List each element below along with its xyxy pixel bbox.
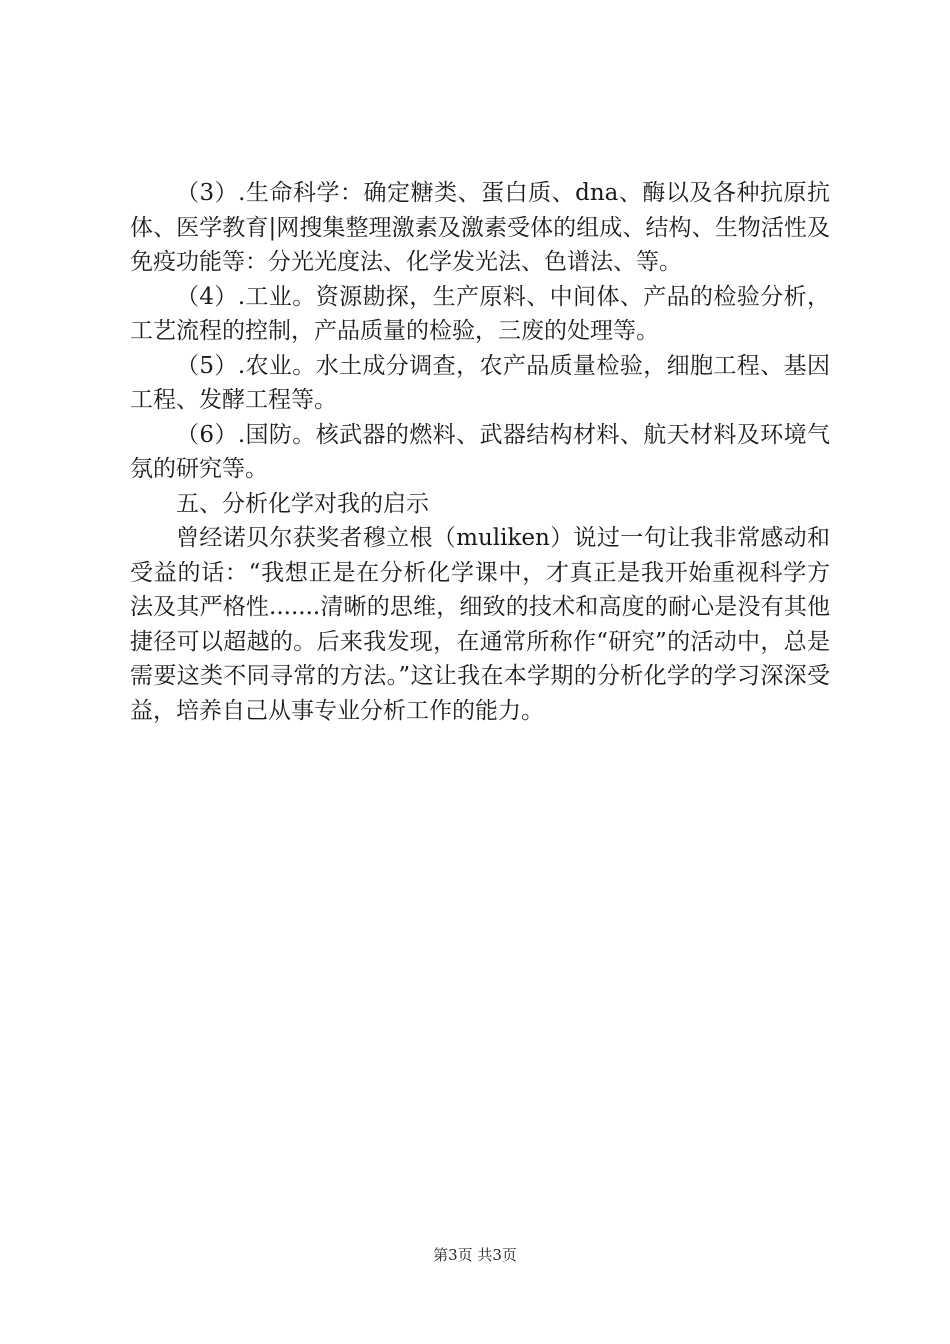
document-body — [130, 176, 830, 728]
section-heading: 五、分析化学对我的启示 — [176, 490, 429, 517]
page-footer: 第3页 共3页 — [433, 1246, 517, 1264]
paragraph-defense: （6）.国防。核武器的燃料、武器结构材料、航天材料及环境气氛的研究等。 — [130, 421, 830, 482]
paragraph-life-science: （3）.生命科学：确定糖类、蛋白质、dna、酶以及各种抗原抗体、医学教育|网搜集整理激素及激素受体的组成、结构、生物活性及免疫功能等：分光光度法、化学发光法、色谱法、等。 — [130, 180, 830, 275]
paragraph-industry: （4）.工业。资源勘探，生产原料、中间体、产品的检验分析，工艺流程的控制，产品质量的检验，三废的处理等。 — [130, 283, 830, 344]
paragraph-agriculture: （5）.农业。水土成分调查，农产品质量检验，细胞工程、基因工程、发酵工程等。 — [130, 352, 830, 413]
paragraph-closing: 曾经诺贝尔获奖者穆立根（muliken）说过一句让我非常感动和受益的话：“我想正是在分析化学课中，才真正是我开始重视科学方法及其严格性.......清晰的思维，细致的技术和高度的耐心是没有其他捷径可以超越的。后来我发现，在通常所称作“研究”的活动中，总是需要这类不同寻常的方法。”这让我在本学期的分析化学的学习深深受益，培养自己从事专业分析工作的能力。 — [130, 525, 830, 724]
